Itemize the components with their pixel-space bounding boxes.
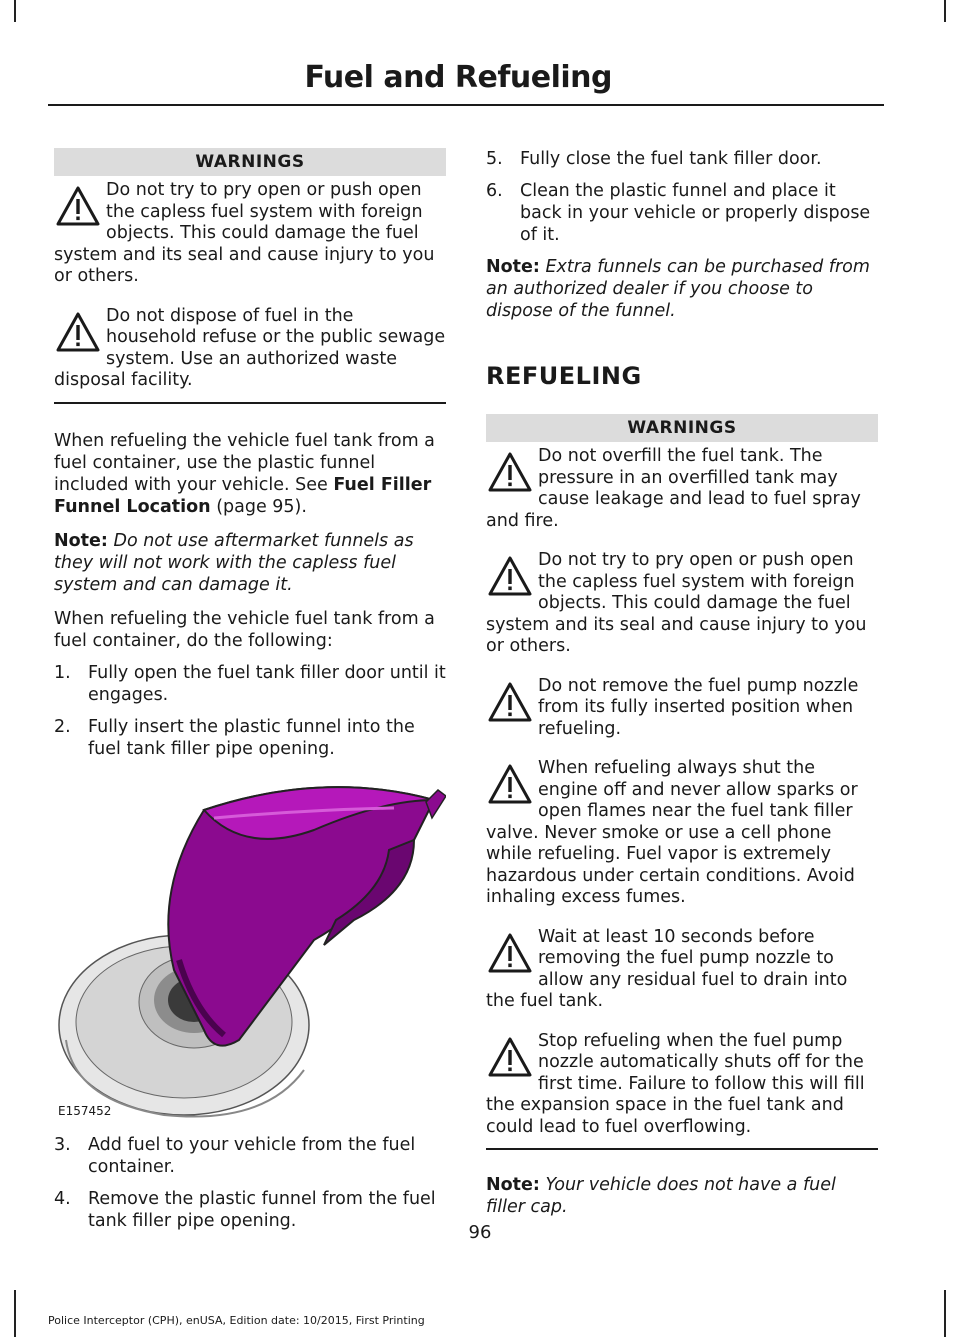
warning-triangle-icon (488, 762, 532, 806)
warnings-end-rule (54, 402, 446, 404)
step-text: Fully open the fuel tank filler door until it engages. (88, 662, 446, 705)
warning-text: Do not dispose of fuel in the household refuse or the public sewage system. Use an authorized waste disposal facility. (54, 305, 446, 390)
note-text: Extra funnels can be purchased from an authorized dealer if you choose to dispose of the funnel. (486, 257, 870, 321)
warnings-end-rule (486, 1148, 878, 1150)
warning-triangle-icon (488, 450, 532, 494)
note (486, 1174, 878, 1218)
paragraph (54, 430, 446, 518)
step-number: 5. (486, 149, 503, 169)
warning-text: Do not try to pry open or push open the capless fuel system with foreign objects. This could damage the fuel system and its seal and cause injury to you or others. (486, 550, 867, 656)
funnel-in-filler-image (54, 770, 446, 1120)
step-number: 1. (54, 662, 71, 683)
list-item (486, 180, 878, 246)
warnings-heading: WARNINGS (54, 148, 446, 176)
footer-edition-info: Police Interceptor (CPH), enUSA, Edition date: 10/2015, First Printing (48, 1314, 425, 1327)
warning-triangle-icon (56, 310, 100, 354)
note-text: Your vehicle does not have a fuel filler cap. (486, 1175, 836, 1217)
crop-mark (944, 0, 946, 22)
note-text: Do not use aftermarket funnels as they will not work with the capless fuel system and can damage it. (54, 530, 414, 595)
paragraph: When refueling the vehicle fuel tank from a fuel container, do the following: (54, 608, 435, 651)
steps-list (54, 662, 446, 760)
list-item (486, 148, 878, 170)
right-column (486, 148, 878, 1218)
note (486, 256, 878, 322)
crop-mark (14, 0, 16, 22)
list-item (54, 1134, 446, 1178)
list-item (54, 662, 446, 706)
figure-code: E157452 (58, 1103, 112, 1118)
warning-text: When refueling always shut the engine off and never allow sparks or open flames near the fuel tank filler valve. Never smoke or use a cell phone while refueling. Fuel vapor is extremely hazardous under certain conditions. Avoid inhaling excess fumes. (486, 758, 858, 907)
page-reference: (page 95). (210, 496, 307, 517)
warning-item (486, 550, 878, 658)
steps-list (54, 1134, 446, 1232)
warning-triangle-icon (488, 554, 532, 598)
note (54, 530, 446, 596)
crop-mark (944, 1290, 946, 1337)
step-number: 6. (486, 181, 503, 201)
step-number: 2. (54, 716, 71, 737)
page-title: Fuel and Refueling (304, 60, 612, 95)
crop-mark (14, 1290, 16, 1337)
warning-triangle-icon (56, 184, 100, 228)
funnel-illustration (54, 770, 446, 1120)
warning-text: Do not overfill the fuel tank. The pressure in an overfilled tank may cause leakage and lead to fuel spray and fire. (486, 446, 861, 531)
note-label: Note: (54, 530, 108, 551)
step-number: 4. (54, 1188, 71, 1209)
warning-item (486, 927, 878, 1013)
warning-item (54, 306, 446, 392)
paragraph-text: When refueling the vehicle fuel tank from a fuel container, use the plastic funnel included with your vehicle. See (54, 430, 435, 495)
warning-triangle-icon (488, 931, 532, 975)
section-title: REFUELING (486, 362, 642, 390)
left-column (54, 148, 446, 1242)
step-text: Add fuel to your vehicle from the fuel container. (88, 1134, 416, 1177)
warning-text: Stop refueling when the fuel pump nozzle automatically shuts off for the first time. Failure to follow this will fill the expansion space in the fuel tank and could lead to fuel overflowing. (486, 1030, 865, 1137)
warning-text: Wait at least 10 seconds before removing the fuel pump nozzle to allow any residual fuel to drain into the fuel tank. (486, 926, 848, 1011)
warning-triangle-icon (488, 1035, 532, 1079)
step-number: 3. (54, 1134, 71, 1155)
list-item (54, 716, 446, 760)
warning-item (486, 676, 878, 741)
warning-item (486, 758, 878, 909)
warning-text: Do not remove the fuel pump nozzle from its fully inserted position when refueling. (538, 675, 859, 739)
note-label: Note: (486, 257, 540, 277)
warning-item (486, 446, 878, 532)
step-text: Fully close the fuel tank filler door. (520, 149, 822, 169)
page-number: 96 (468, 1222, 492, 1243)
warning-text: Do not try to pry open or push open the capless fuel system with foreign objects. This could damage the fuel system and its seal and cause injury to you or others. (54, 180, 435, 286)
note-label: Note: (486, 1175, 540, 1195)
steps-list (486, 148, 878, 246)
cross-reference-link[interactable]: Fuel Filler Funnel Location (54, 474, 432, 517)
warning-item (486, 1031, 878, 1139)
warnings-heading: WARNINGS (486, 414, 878, 442)
header-rule (48, 104, 884, 106)
step-text: Remove the plastic funnel from the fuel tank filler pipe opening. (88, 1188, 436, 1231)
warning-item (54, 180, 446, 288)
warning-triangle-icon (488, 680, 532, 724)
step-text: Fully insert the plastic funnel into the fuel tank filler pipe opening. (88, 716, 415, 759)
step-text: Clean the plastic funnel and place it back in your vehicle or properly dispose of it. (520, 181, 871, 245)
